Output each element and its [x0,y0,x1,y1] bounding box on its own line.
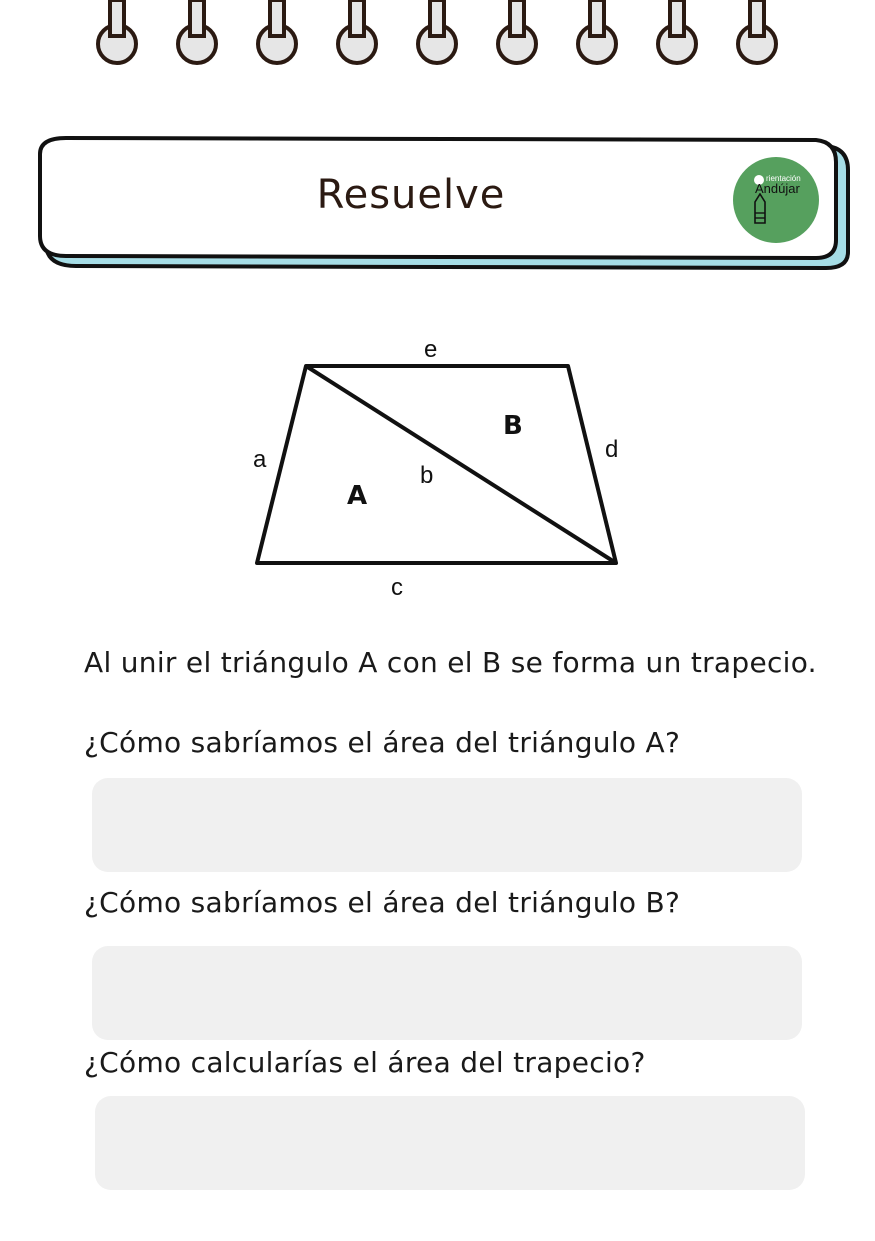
ring-icon [338,0,376,63]
spiral-binding [0,0,875,80]
ring-icon [738,0,776,63]
ring-icon [258,0,296,63]
label-c: c [391,574,403,601]
question-2: ¿Cómo sabríamos el área del triángulo B? [84,886,681,919]
label-d: d [605,436,619,463]
question-1: ¿Cómo sabríamos el área del triángulo A? [84,726,681,759]
ring-icon [658,0,696,63]
region-label-a: A [347,481,368,511]
question-3: ¿Cómo calcularías el área del trapecio? [84,1046,646,1079]
answer-box-2[interactable] [92,946,802,1040]
ring-icon [98,0,136,63]
ring-icon [418,0,456,63]
diagonal-line [306,366,619,563]
logo [733,157,819,243]
label-e: e [424,336,438,363]
label-a: a [253,446,267,473]
answer-box-3[interactable] [95,1096,805,1190]
ring-icon [578,0,616,63]
logo-line-2: Andújar [755,181,800,196]
page-title: Resuelve [316,172,506,218]
ring-icon [178,0,216,63]
answer-box-1[interactable] [92,778,802,872]
region-label-b: B [503,411,523,441]
logo-line-1: rientación [766,174,801,183]
pencil-icon [753,193,767,227]
trapezoid-outline [257,366,619,563]
trapezoid-figure [240,330,640,610]
label-b: b [420,462,434,489]
problem-statement: Al unir el triángulo A con el B se forma un trapecio. [84,646,817,679]
ring-icon [498,0,536,63]
